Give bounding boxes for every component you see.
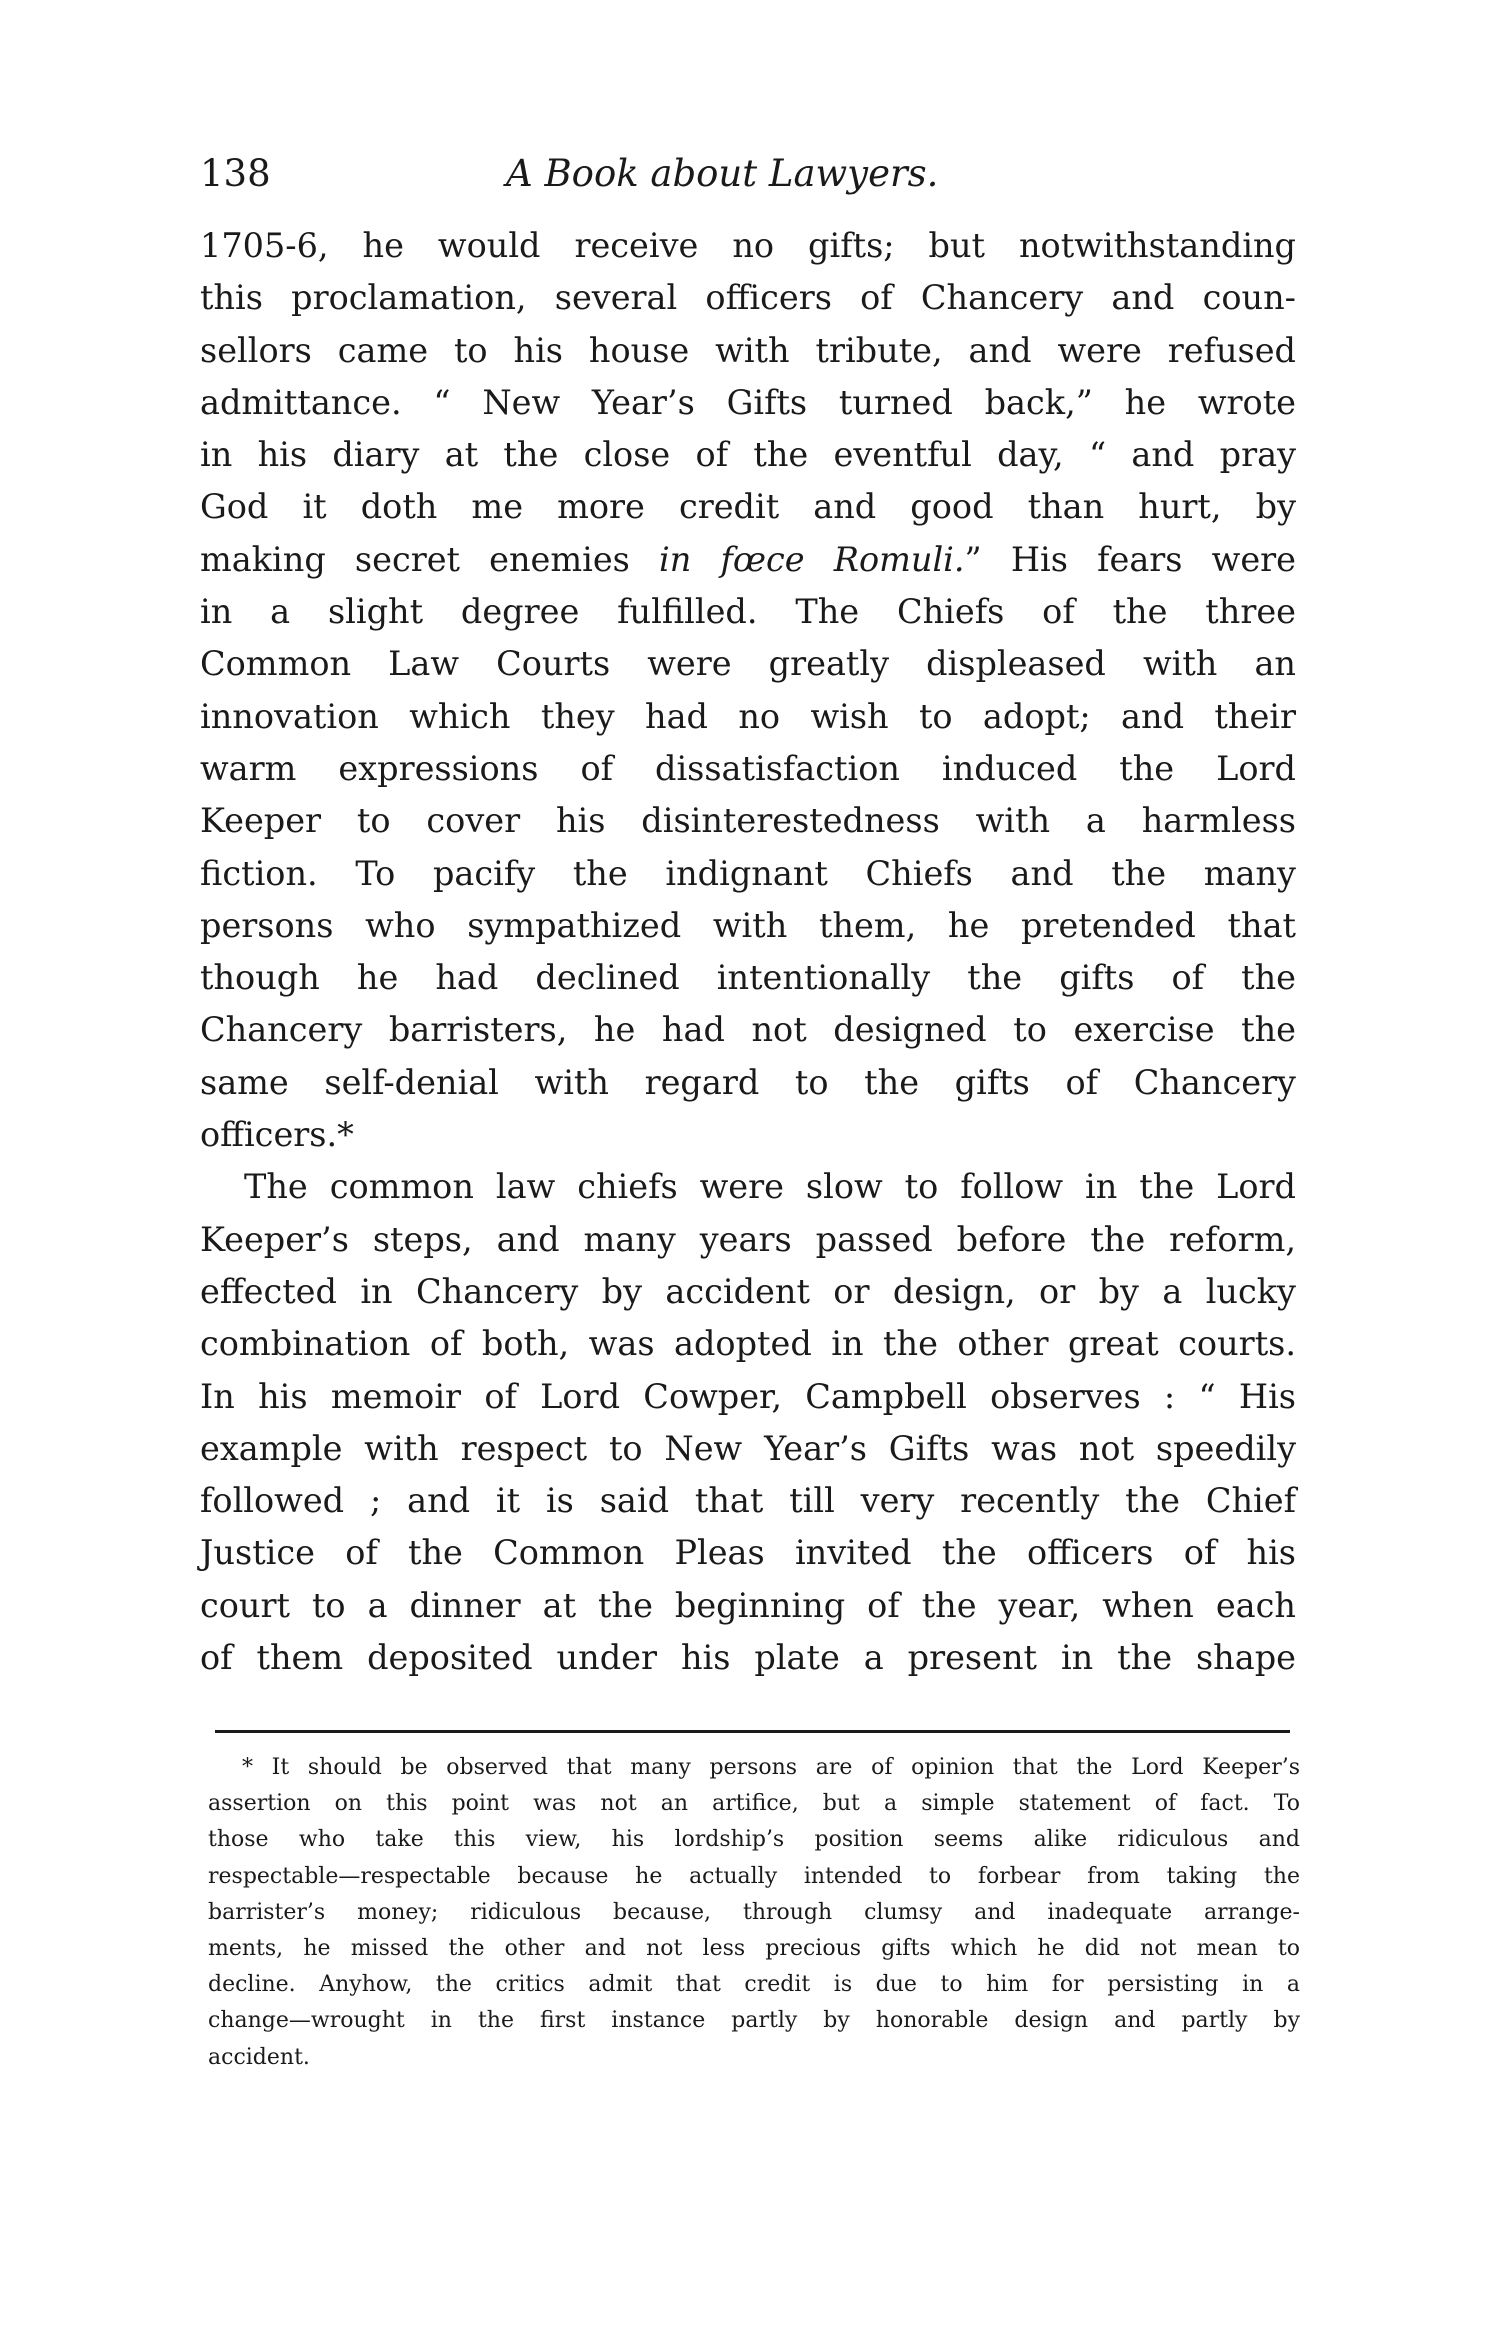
text-line: followed ; and it is said that till very recently the Chief bbox=[200, 1481, 1296, 1521]
text-line: warm expressions of dissatisfaction induced the Lord bbox=[200, 748, 1296, 788]
text-line: in a slight degree fulfilled. The Chiefs of the three bbox=[200, 592, 1296, 632]
text-line: God it doth me more credit and good than hurt, by bbox=[200, 487, 1296, 527]
text-line: court to a dinner at the beginning of the year, when each bbox=[200, 1585, 1296, 1625]
text-line: combination of both, was adopted in the other great courts. bbox=[200, 1324, 1296, 1364]
text-line: innovation which they had no wish to adopt; and their bbox=[200, 696, 1296, 736]
footnote bbox=[208, 1750, 1300, 2076]
footnote-line: accident. bbox=[208, 2044, 310, 2070]
text-line: sellors came to his house with tribute, and were refused bbox=[200, 330, 1296, 370]
text-segment: ” His fears were bbox=[964, 539, 1296, 579]
footnote-line: change—wrought in the first instance partly by honorable design and partly by bbox=[208, 2008, 1300, 2034]
footnote-line: * It should be observed that many persons are of opinion that the Lord Keeper’s bbox=[242, 1755, 1300, 1780]
text-line: Justice of the Common Pleas invited the officers of his bbox=[200, 1533, 1296, 1573]
page-number: 138 bbox=[200, 152, 271, 195]
text-line: admittance. “ New Year’s Gifts turned back,” he wrote bbox=[200, 382, 1296, 422]
text-line: effected in Chancery by accident or design, or by a lucky bbox=[200, 1271, 1296, 1311]
text-line: though he had declined intentionally the gifts of the bbox=[200, 958, 1296, 998]
text-line bbox=[200, 534, 1296, 586]
latin-phrase: in fœce Romuli. bbox=[659, 539, 965, 579]
footnote-line: assertion on this point was not an artifice, but a simple statement of fact. To bbox=[208, 1791, 1300, 1817]
running-title: A Book about Lawyers. bbox=[506, 152, 939, 195]
footnote-line: decline. Anyhow, the critics admit that credit is due to him for persisting in a bbox=[208, 1972, 1300, 1998]
text-line: In his memoir of Lord Cowper, Campbell observes : “ His bbox=[200, 1376, 1296, 1416]
text-line: persons who sympathized with them, he pretended that bbox=[200, 905, 1296, 945]
text-line: this proclamation, several officers of Chancery and coun- bbox=[200, 278, 1296, 318]
text-line: in his diary at the close of the eventful day, “ and pray bbox=[200, 435, 1296, 475]
page-header bbox=[200, 150, 1300, 210]
body-text bbox=[200, 220, 1296, 1684]
text-line: Common Law Courts were greatly displeased with an bbox=[200, 644, 1296, 684]
text-line: Keeper’s steps, and many years passed before the reform, bbox=[200, 1219, 1296, 1259]
text-line: example with respect to New Year’s Gifts was not speedily bbox=[200, 1428, 1296, 1468]
footnote-line: ments, he missed the other and not less precious gifts which he did not mean to bbox=[208, 1935, 1300, 1961]
footnote-rule bbox=[215, 1730, 1290, 1733]
text-line: Chancery barristers, he had not designed to exercise the bbox=[200, 1010, 1296, 1050]
footnote-line: respectable—respectable because he actually intended to forbear from taking the bbox=[208, 1863, 1300, 1889]
footnote-line: barrister’s money; ridiculous because, through clumsy and inadequate arrange- bbox=[208, 1899, 1300, 1925]
text-line: 1705-6, he would receive no gifts; but notwithstanding bbox=[200, 226, 1296, 265]
footnote-line: those who take this view, his lordship’s position seems alike ridiculous and bbox=[208, 1827, 1300, 1853]
text-line: fiction. To pacify the indignant Chiefs and the many bbox=[200, 853, 1296, 893]
text-line: officers.* bbox=[200, 1115, 354, 1155]
text-line: Keeper to cover his disinterestedness with a harmless bbox=[200, 801, 1296, 841]
text-line: of them deposited under his plate a present in the shape bbox=[200, 1638, 1296, 1678]
text-segment: making secret enemies bbox=[200, 539, 660, 579]
text-line: same self-denial with regard to the gifts of Chancery bbox=[200, 1062, 1296, 1102]
text-line: The common law chiefs were slow to follow in the Lord bbox=[244, 1167, 1296, 1207]
